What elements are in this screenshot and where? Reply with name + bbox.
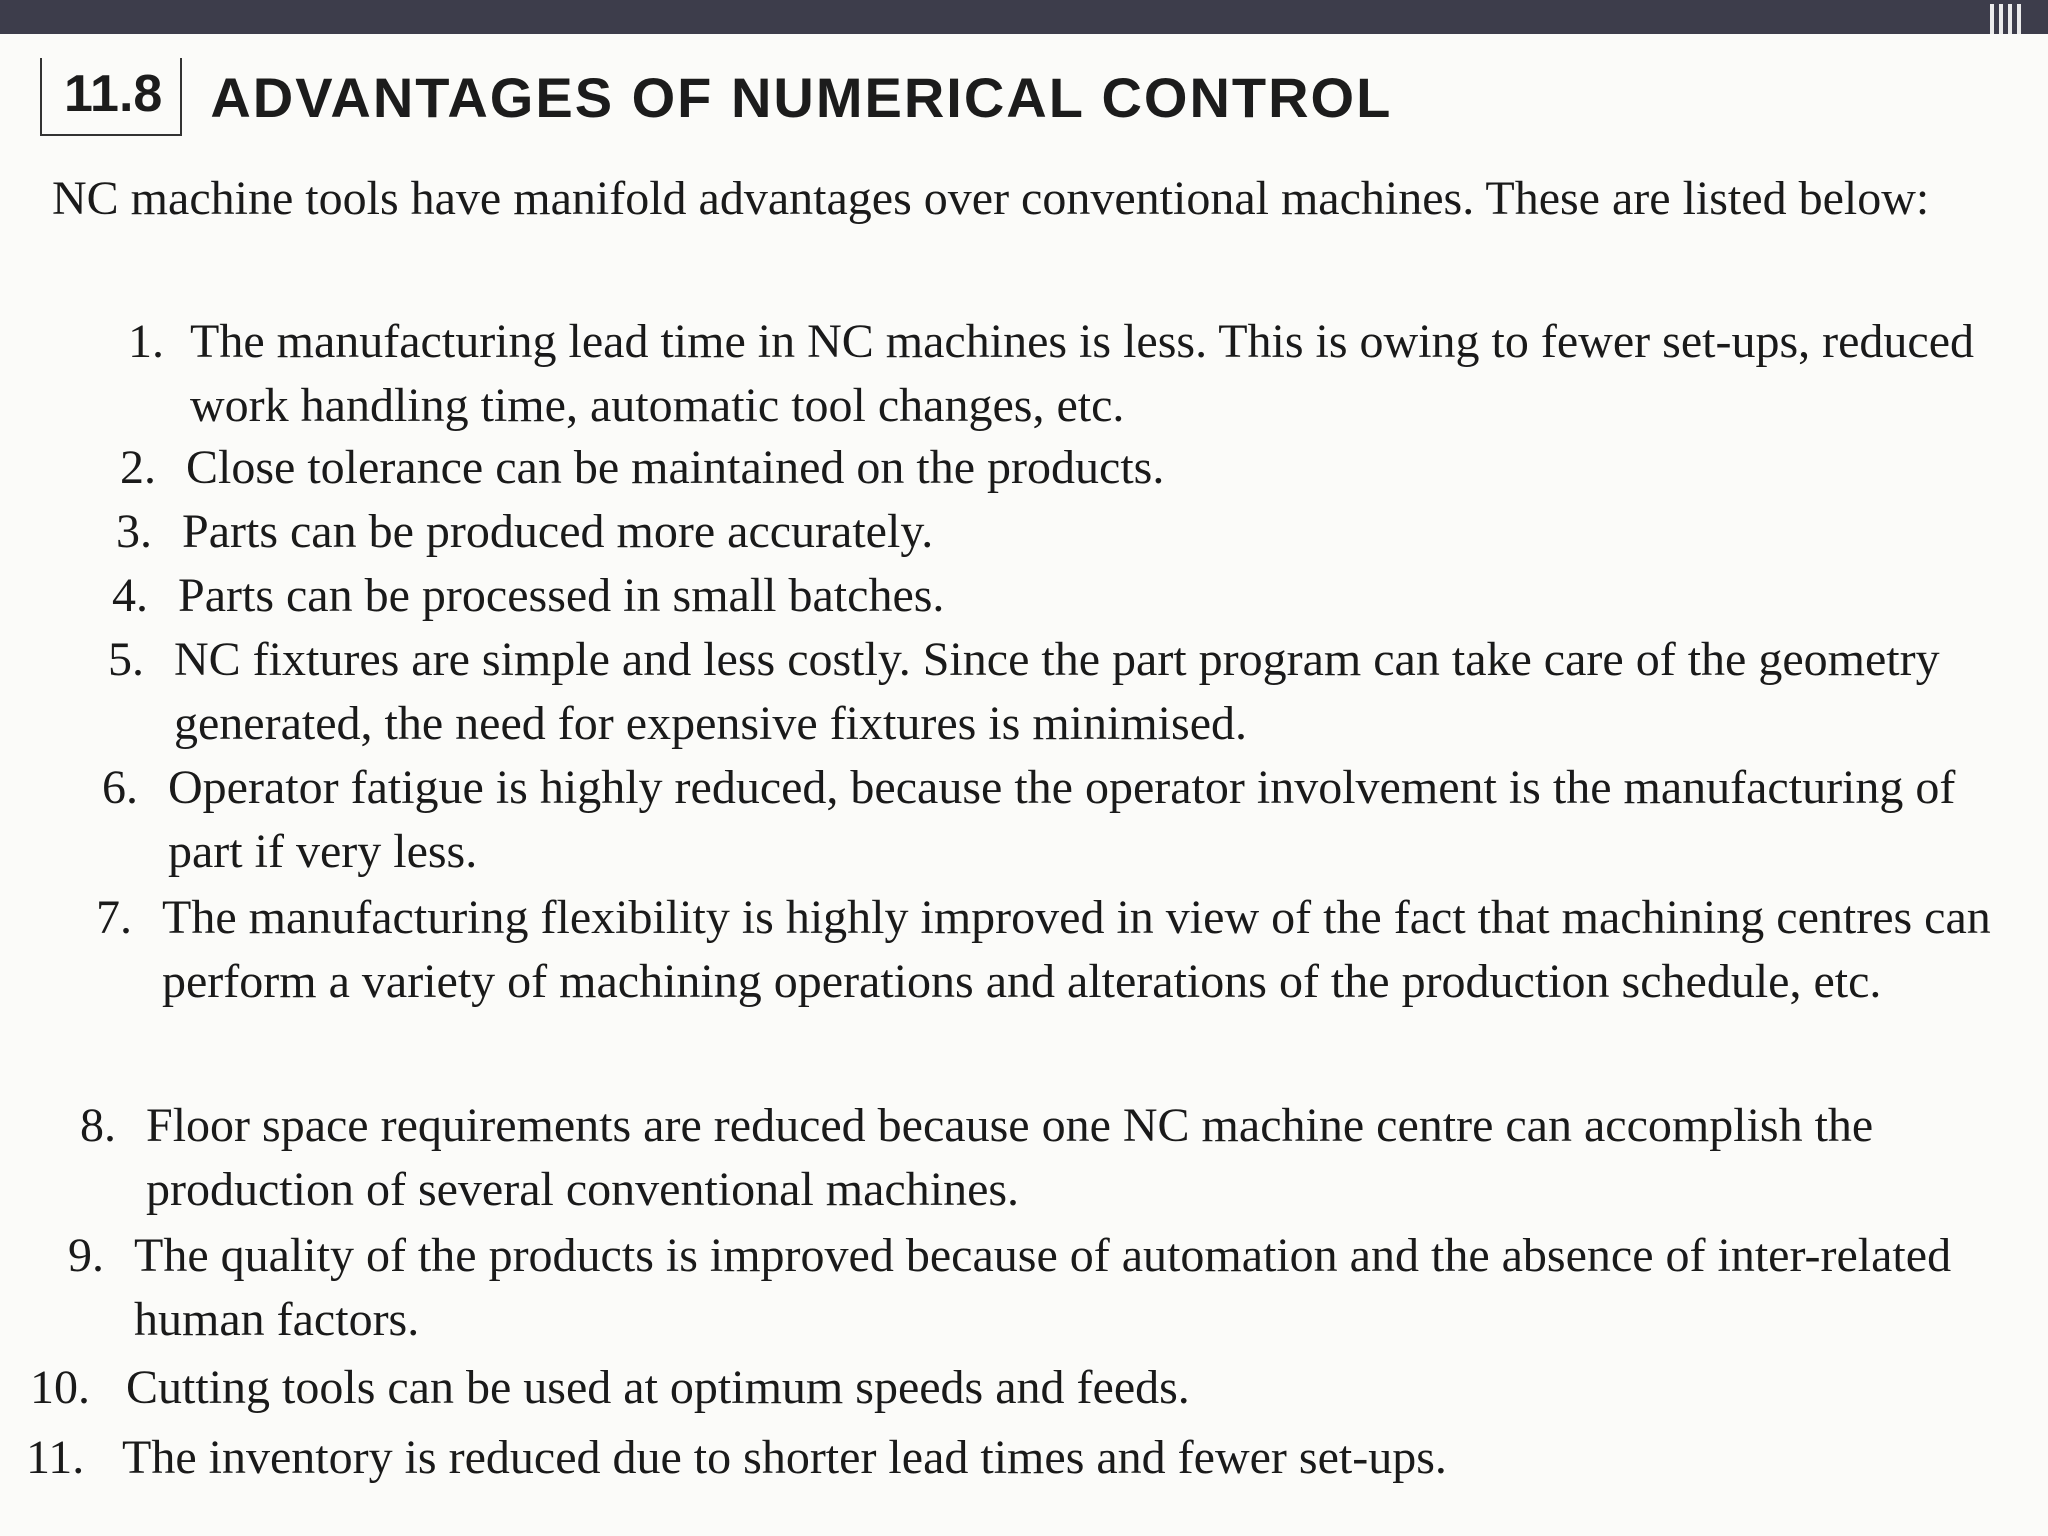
list-item-number: 6. <box>102 761 138 814</box>
list-item-text: Cutting tools can be used at optimum speeds and feeds. <box>126 1361 1190 1414</box>
list-item-text: NC fixtures are simple and less costly. Since the part program can take care of the geometry generated, the need for expensive fixtures is minimised. <box>174 633 1940 750</box>
list-item-text: The inventory is reduced due to shorter lead times and fewer set-ups. <box>122 1431 1447 1484</box>
list-item-text: Parts can be produced more accurately. <box>182 505 934 558</box>
list-item-number: 11. <box>26 1431 85 1484</box>
list-item-number: 7. <box>96 891 132 944</box>
list-item-number: 10. <box>30 1361 90 1414</box>
list-item-text: Floor space requirements are reduced because one NC machine centre can accomplish the production of several conventional machines. <box>146 1099 1874 1216</box>
list-item-text: The manufacturing flexibility is highly improved in view of the fact that machining centres can perform a variety of machining operations and alterations of the production schedule, etc. <box>162 891 1991 1008</box>
list-item-number: 1. <box>128 315 164 368</box>
section-heading <box>40 42 1392 152</box>
list-item-number: 5. <box>108 633 144 686</box>
list-item-number: 4. <box>112 569 148 622</box>
section-title: ADVANTAGES OF NUMERICAL CONTROL <box>210 65 1393 129</box>
list-item-text: Operator fatigue is highly reduced, because the operator involvement is the manufacturing of part if very less. <box>168 761 1956 878</box>
list-item-number: 8. <box>80 1099 116 1152</box>
list-item-text: The manufacturing lead time in NC machines is less. This is owing to fewer set-ups, reduced work handling time, automatic tool changes, etc. <box>190 315 1975 432</box>
list-item-text: The quality of the products is improved because of automation and the absence of inter-related human factors. <box>134 1229 1952 1346</box>
list-item-text: Close tolerance can be maintained on the products. <box>186 441 1165 494</box>
list-item-number: 2. <box>120 441 156 494</box>
list-item-number: 9. <box>68 1229 104 1282</box>
list-item-number: 3. <box>116 505 152 558</box>
document-page <box>0 34 2048 1536</box>
intro-paragraph: NC machine tools have manifold advantages over conventional machines. These are listed below: <box>52 172 1930 225</box>
window-top-bar <box>0 0 2048 34</box>
list-item-text: Parts can be processed in small batches. <box>178 569 945 622</box>
section-number: 11.8 <box>40 58 182 136</box>
